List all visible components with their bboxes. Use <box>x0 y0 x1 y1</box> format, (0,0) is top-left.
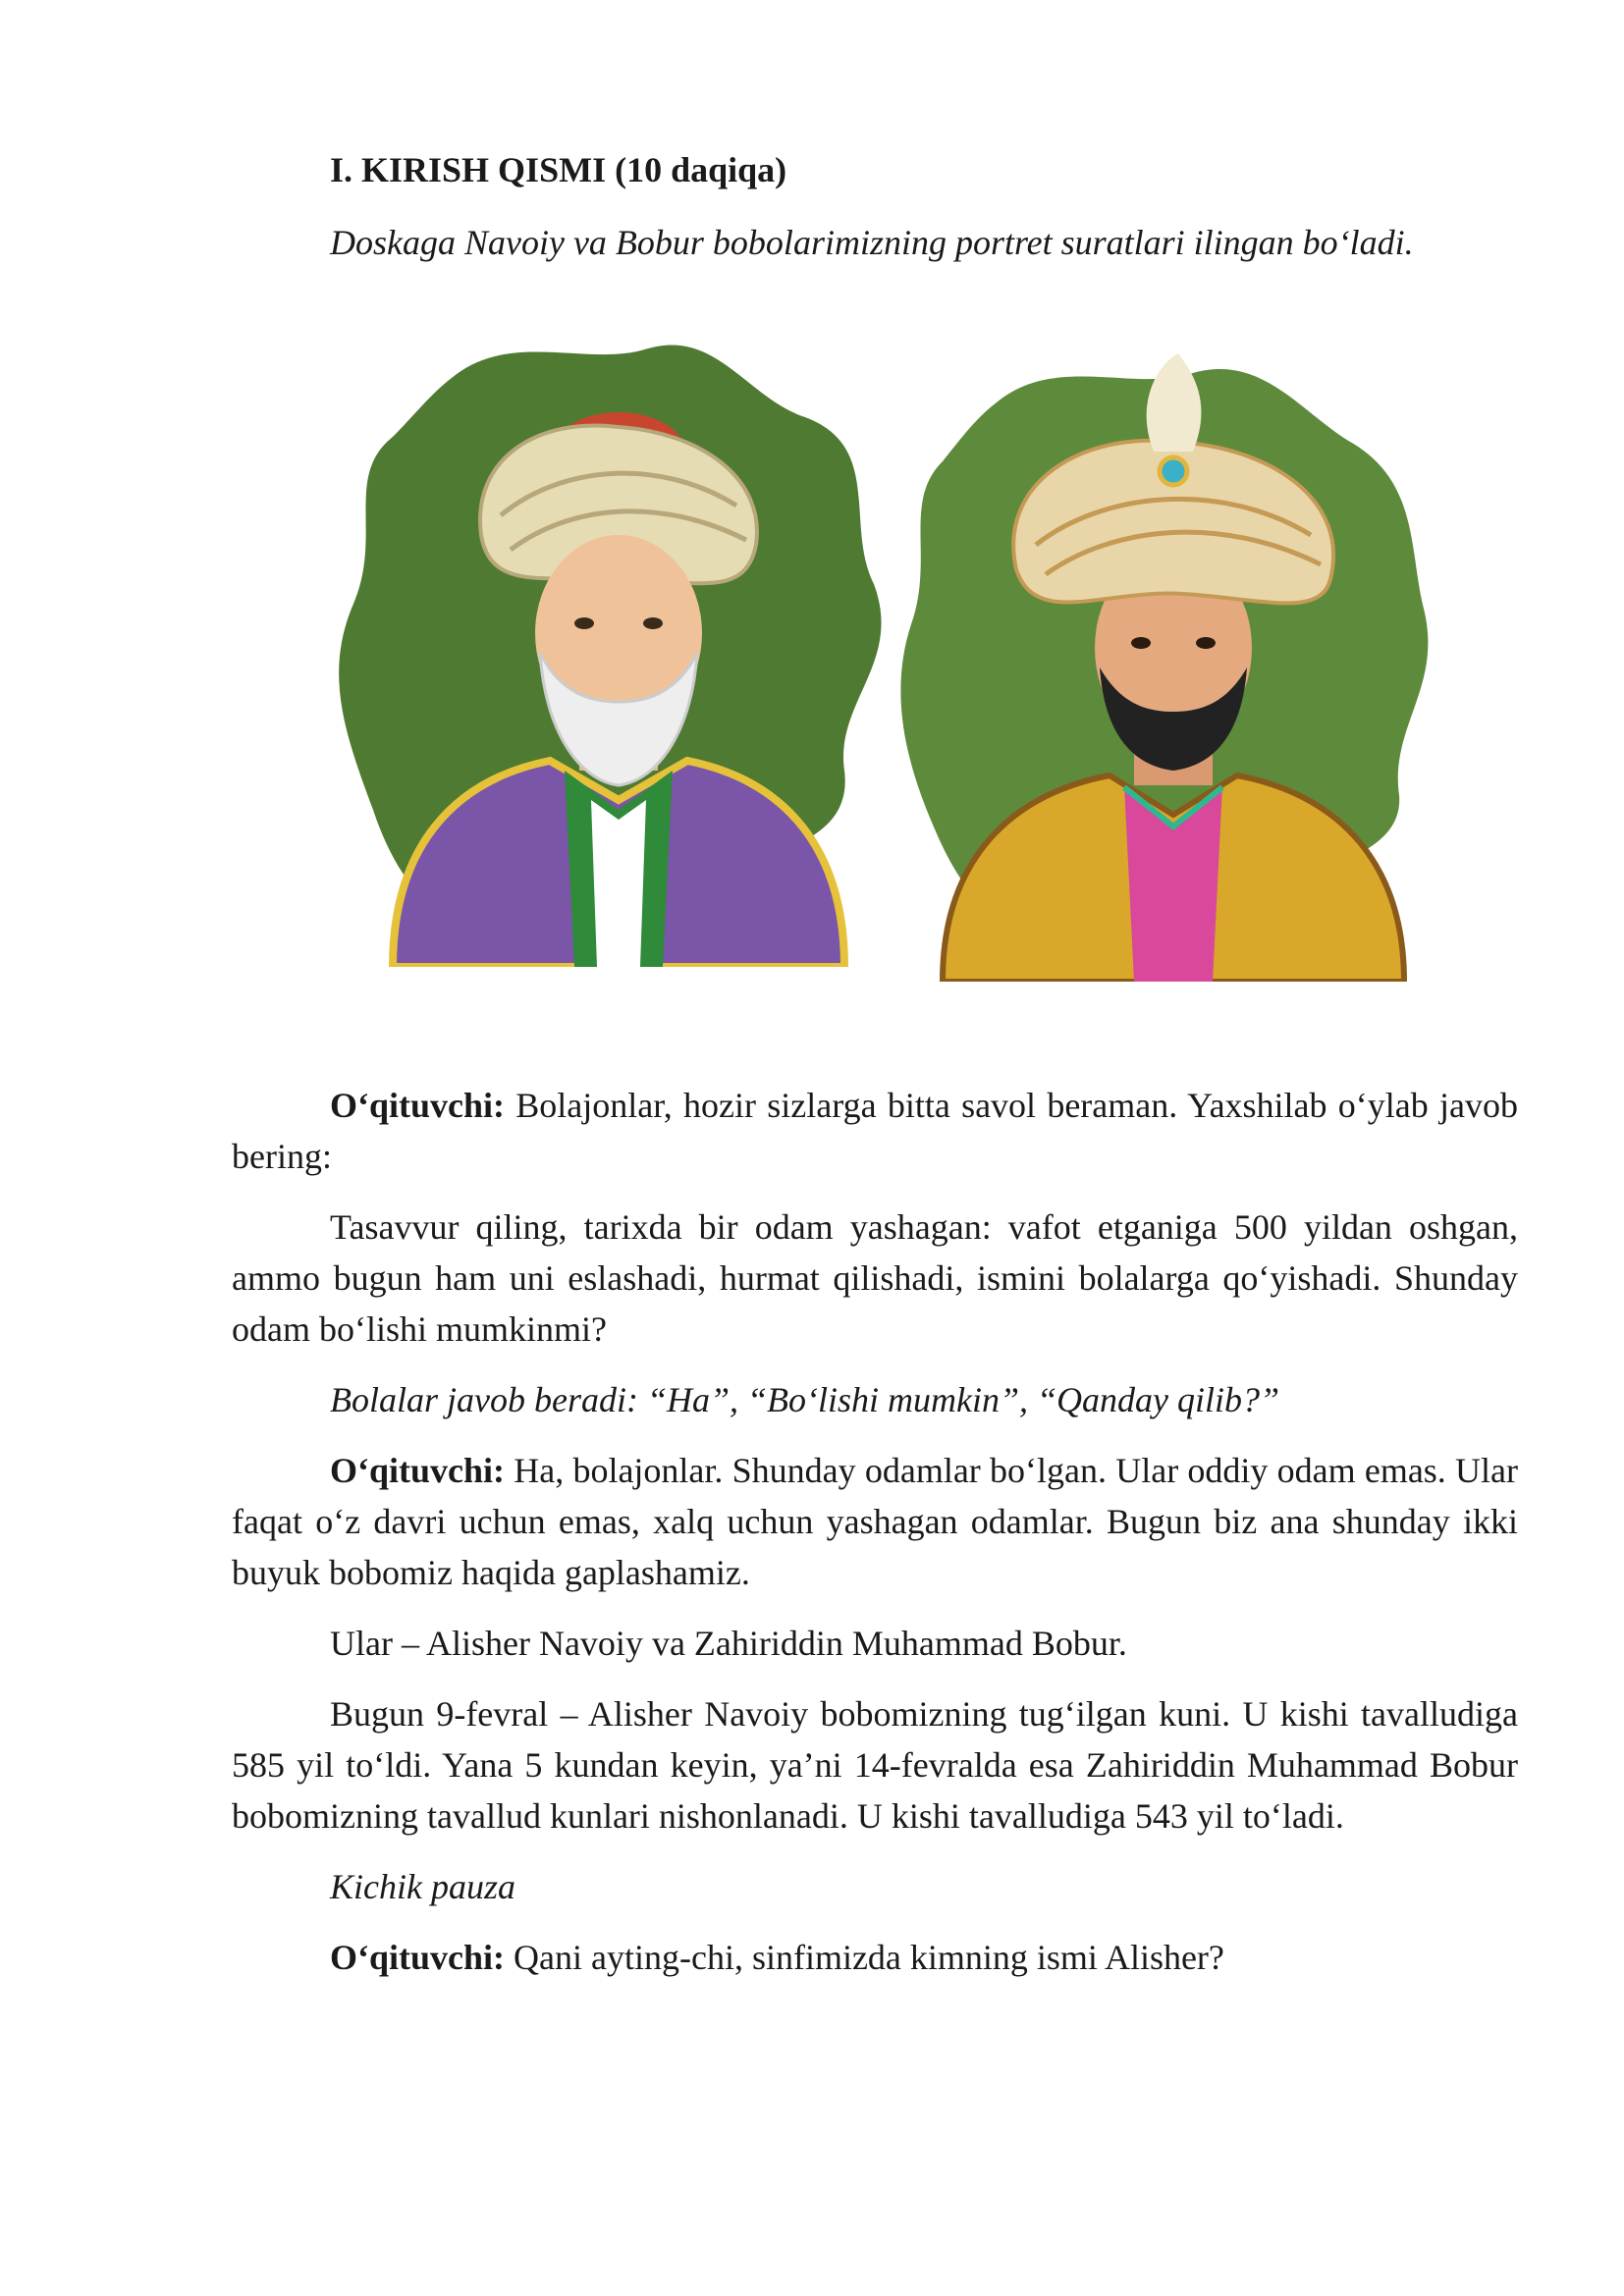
paragraph-7 <box>232 1861 1518 1912</box>
bobur-jewel <box>1160 457 1187 485</box>
navoiy-portrait <box>334 339 884 967</box>
speaker-label: O‘qituvchi: <box>330 1451 506 1490</box>
navoiy-shirt <box>591 800 646 967</box>
body-text <box>232 1080 1518 2002</box>
bobur-eye-left <box>1131 637 1151 649</box>
paragraph-5 <box>232 1618 1518 1669</box>
speaker-label: O‘qituvchi: <box>330 1086 506 1125</box>
speaker-label: O‘qituvchi: <box>330 1938 506 1977</box>
paragraph-3 <box>232 1374 1518 1425</box>
bobur-feather-plume <box>1147 353 1202 452</box>
bobur-portrait <box>889 353 1438 982</box>
navoiy-eye-right <box>643 617 663 629</box>
navoiy-eye-left <box>574 617 594 629</box>
paragraph-text: Bolajonlar, hozir sizlarga bitta savol beraman. Yaxshilab o‘ylab javob bering: <box>232 1086 1518 1176</box>
intro-note: Doskaga Navoiy va Bobur bobolarimizning portret suratlari ilingan bo‘ladi. <box>330 223 1414 262</box>
paragraph-text: Tasavvur qiling, tarixda bir odam yashagan: vafot etganiga 500 yildan oshgan, ammo bugun ham uni eslashadi, hurmat qilishadi, ismini bolalarga qo‘yishadi. Shunday odam bo‘lishi mumkinmi? <box>232 1207 1518 1349</box>
paragraph-1 <box>232 1080 1518 1182</box>
paragraph-text: Bugun 9-fevral – Alisher Navoiy bobomizning tug‘ilgan kuni. U kishi tavalludiga 585 yil to‘ldi. Yana 5 kundan keyin, ya’ni 14-fevralda esa Zahiriddin Muhammad Bobur bobomizning tavallud kunlari nishonlanadi. U kishi tavalludiga 543 yil to‘ladi. <box>232 1694 1518 1836</box>
paragraph-text: Ular – Alisher Navoiy va Zahiriddin Muhammad Bobur. <box>330 1624 1127 1663</box>
paragraph-text: Qani ayting-chi, sinfimizda kimning ismi Alisher? <box>505 1938 1224 1977</box>
section-heading: I. KIRISH QISMI (10 daqiqa) <box>330 150 787 189</box>
stage-direction: Bolalar javob beradi: “Ha”, “Bo‘lishi mumkin”, “Qanday qilib?” <box>330 1380 1280 1419</box>
paragraph-2 <box>232 1201 1518 1355</box>
stage-direction: Kichik pauza <box>330 1867 515 1906</box>
paragraph-text: Ha, bolajonlar. Shunday odamlar bo‘lgan. Ular oddiy odam emas. Ular faqat o‘z davri uchun emas, xalq uchun yashagan odamlar. Bugun biz ana shunday ikki buyuk bobomiz haqida gaplashamiz. <box>232 1451 1518 1592</box>
bobur-eye-right <box>1196 637 1216 649</box>
paragraph-8 <box>232 1932 1518 1983</box>
paragraph-6 <box>232 1688 1518 1842</box>
paragraph-4 <box>232 1445 1518 1598</box>
